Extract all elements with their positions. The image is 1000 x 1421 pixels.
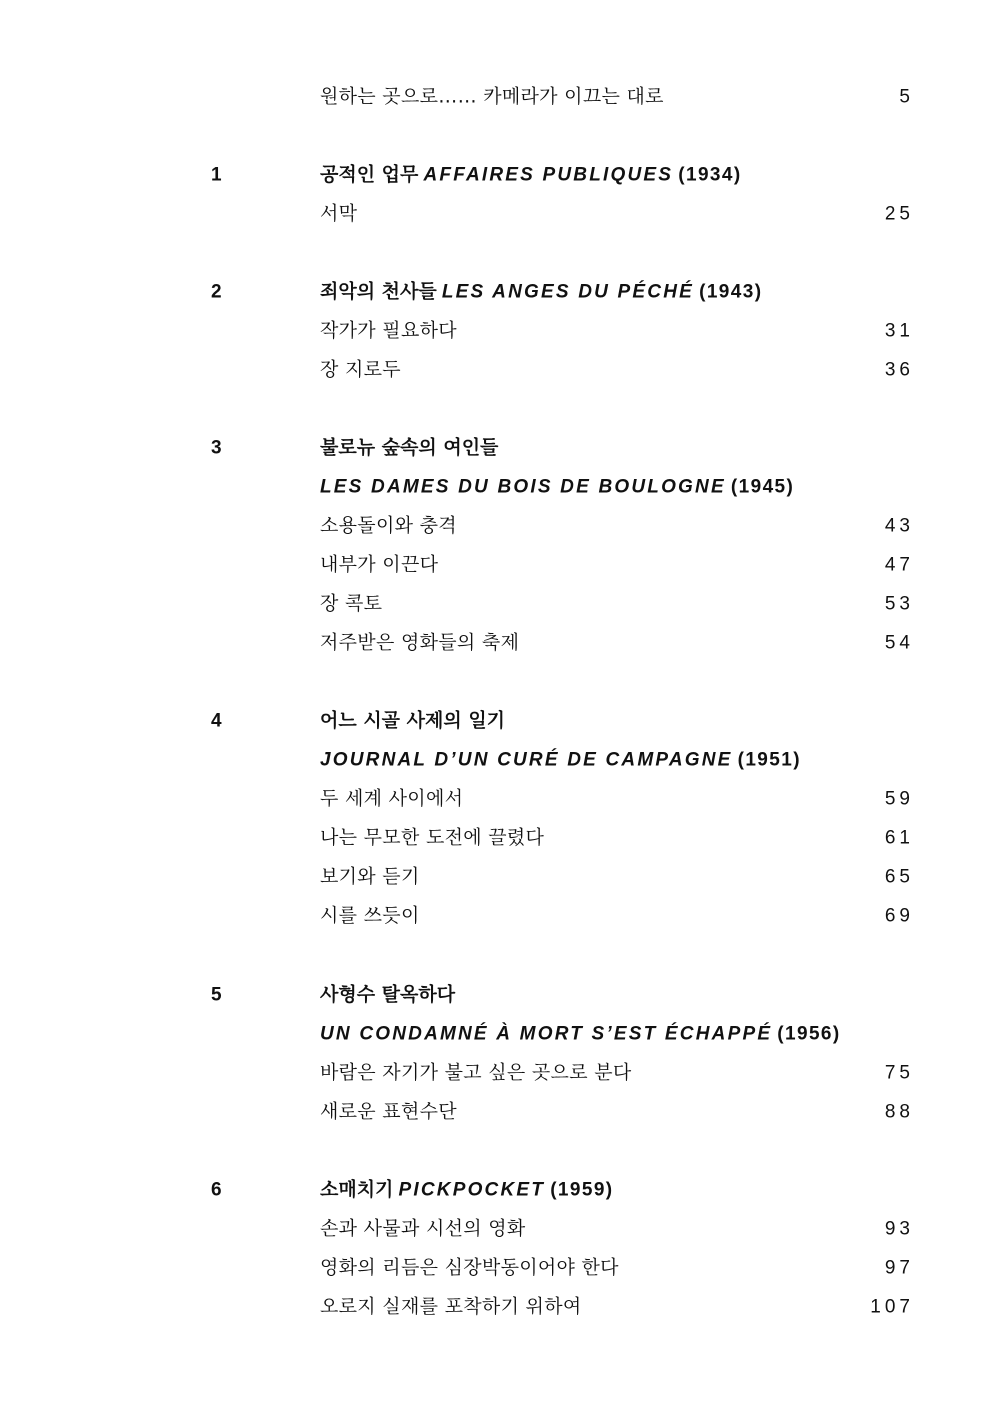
- entry-title: 소용돌이와 충격: [320, 514, 457, 536]
- chapter-original-title: AFFAIRES PUBLIQUES: [423, 164, 674, 185]
- chapter-title: [320, 1180, 614, 1199]
- entry-title: 나는 무모한 도전에 끌렸다: [320, 826, 545, 848]
- chapter-original-title: LES DAMES DU BOIS DE BOULOGNE: [320, 476, 726, 497]
- page-number: 69: [884, 905, 914, 926]
- chapter-number: 1: [211, 164, 223, 185]
- page-number: 59: [884, 788, 914, 809]
- chapter-year: (1951): [737, 749, 801, 770]
- entry-title: 영화의 리듬은 심장박동이어야 한다: [320, 1256, 619, 1278]
- page-number: 61: [884, 827, 914, 848]
- toc-entry[interactable]: [0, 1092, 1000, 1131]
- chapter-year: (1956): [777, 1023, 841, 1044]
- chapter-year: (1945): [730, 476, 795, 497]
- page-number: 54: [884, 632, 914, 653]
- chapter-original-title-line[interactable]: [0, 467, 1000, 506]
- chapter-heading[interactable]: [0, 1170, 1000, 1209]
- entry-title: 두 세계 사이에서: [320, 787, 464, 809]
- chapter-number: 3: [211, 437, 223, 458]
- page-number: 25: [884, 203, 914, 224]
- chapter-year: (1959): [550, 1179, 614, 1200]
- entry-title: 서막: [320, 202, 358, 224]
- toc-entry[interactable]: [0, 311, 1000, 350]
- toc-entry[interactable]: [0, 1287, 1000, 1326]
- entry-title: 손과 사물과 시선의 영화: [320, 1217, 526, 1239]
- page-number: 97: [884, 1257, 914, 1278]
- toc-entry[interactable]: [0, 194, 1000, 233]
- toc-entry[interactable]: [0, 1248, 1000, 1287]
- chapter-original-title: LES ANGES DU PÉCHÉ: [441, 281, 694, 302]
- chapter-title: [320, 750, 801, 769]
- chapter-title: [320, 282, 762, 301]
- chapter-title: [320, 165, 742, 184]
- page-number: 53: [884, 593, 914, 614]
- chapter-title: [320, 1024, 841, 1043]
- toc-entry[interactable]: [0, 818, 1000, 857]
- chapter-number: 5: [211, 984, 223, 1005]
- entry-title: 내부가 이끈다: [320, 553, 439, 575]
- entry-title: 시를 쓰듯이: [320, 904, 420, 926]
- entry-title: 바람은 자기가 불고 싶은 곳으로 분다: [320, 1061, 632, 1083]
- chapter-title: [320, 477, 794, 496]
- page-number: 43: [884, 515, 914, 536]
- chapter-year: (1943): [699, 281, 763, 302]
- toc-entry[interactable]: [0, 896, 1000, 935]
- chapter-korean-title: 사형수 탈옥하다: [320, 983, 456, 1005]
- page-number: 65: [884, 866, 914, 887]
- page-number: 93: [884, 1218, 914, 1239]
- toc-entry[interactable]: [0, 350, 1000, 389]
- toc-entry[interactable]: [0, 1209, 1000, 1248]
- chapter-heading[interactable]: [0, 155, 1000, 194]
- toc-entry[interactable]: [0, 545, 1000, 584]
- toc-entry[interactable]: [0, 506, 1000, 545]
- chapter-korean-title: 소매치기: [320, 1178, 394, 1200]
- chapter-original-title: UN CONDAMNÉ À MORT S’EST ÉCHAPPÉ: [320, 1023, 773, 1044]
- chapter-original-title-line[interactable]: [0, 1014, 1000, 1053]
- entry-title: 보기와 듣기: [320, 865, 420, 887]
- chapter-original-title: PICKPOCKET: [398, 1179, 546, 1200]
- chapter-heading[interactable]: [0, 701, 1000, 740]
- chapter-number: 6: [211, 1179, 223, 1200]
- toc-entry-prologue[interactable]: [0, 77, 1000, 116]
- chapter-number: 2: [211, 281, 223, 302]
- chapter-heading[interactable]: [0, 975, 1000, 1014]
- chapter-korean-title: 공적인 업무: [320, 163, 419, 185]
- page-number: 5: [899, 86, 914, 107]
- entry-title: 저주받은 영화들의 축제: [320, 631, 520, 653]
- chapter-korean-title: 불로뉴 숲속의 여인들: [320, 436, 499, 458]
- chapter-original-title-line[interactable]: [0, 740, 1000, 779]
- toc-entry[interactable]: [0, 1053, 1000, 1092]
- entry-title: 새로운 표현수단: [320, 1100, 457, 1122]
- chapter-number: 4: [211, 710, 223, 731]
- chapter-heading[interactable]: [0, 428, 1000, 467]
- chapter-korean-title: 죄악의 천사들: [320, 280, 437, 302]
- chapter-original-title: JOURNAL D’UN CURÉ DE CAMPAGNE: [320, 749, 733, 770]
- page-number: 31: [884, 320, 914, 341]
- chapter-heading[interactable]: [0, 272, 1000, 311]
- toc-entry[interactable]: [0, 623, 1000, 662]
- toc-entry[interactable]: [0, 584, 1000, 623]
- chapter-korean-title: 어느 시골 사제의 일기: [320, 709, 506, 731]
- page-number: 47: [884, 554, 914, 575]
- chapter-year: (1934): [678, 164, 742, 185]
- page-number: 88: [884, 1101, 914, 1122]
- entry-title: 원하는 곳으로…… 카메라가 이끄는 대로: [320, 85, 664, 107]
- entry-title: 장 콕토: [320, 592, 383, 614]
- toc-entry[interactable]: [0, 779, 1000, 818]
- entry-title: 작가가 필요하다: [320, 319, 457, 341]
- page-number: 75: [884, 1062, 914, 1083]
- page-number: 36: [884, 359, 914, 380]
- toc-entry[interactable]: [0, 857, 1000, 896]
- page-number: 107: [870, 1296, 914, 1317]
- entry-title: 오로지 실재를 포착하기 위하여: [320, 1295, 582, 1317]
- entry-title: 장 지로두: [320, 358, 401, 380]
